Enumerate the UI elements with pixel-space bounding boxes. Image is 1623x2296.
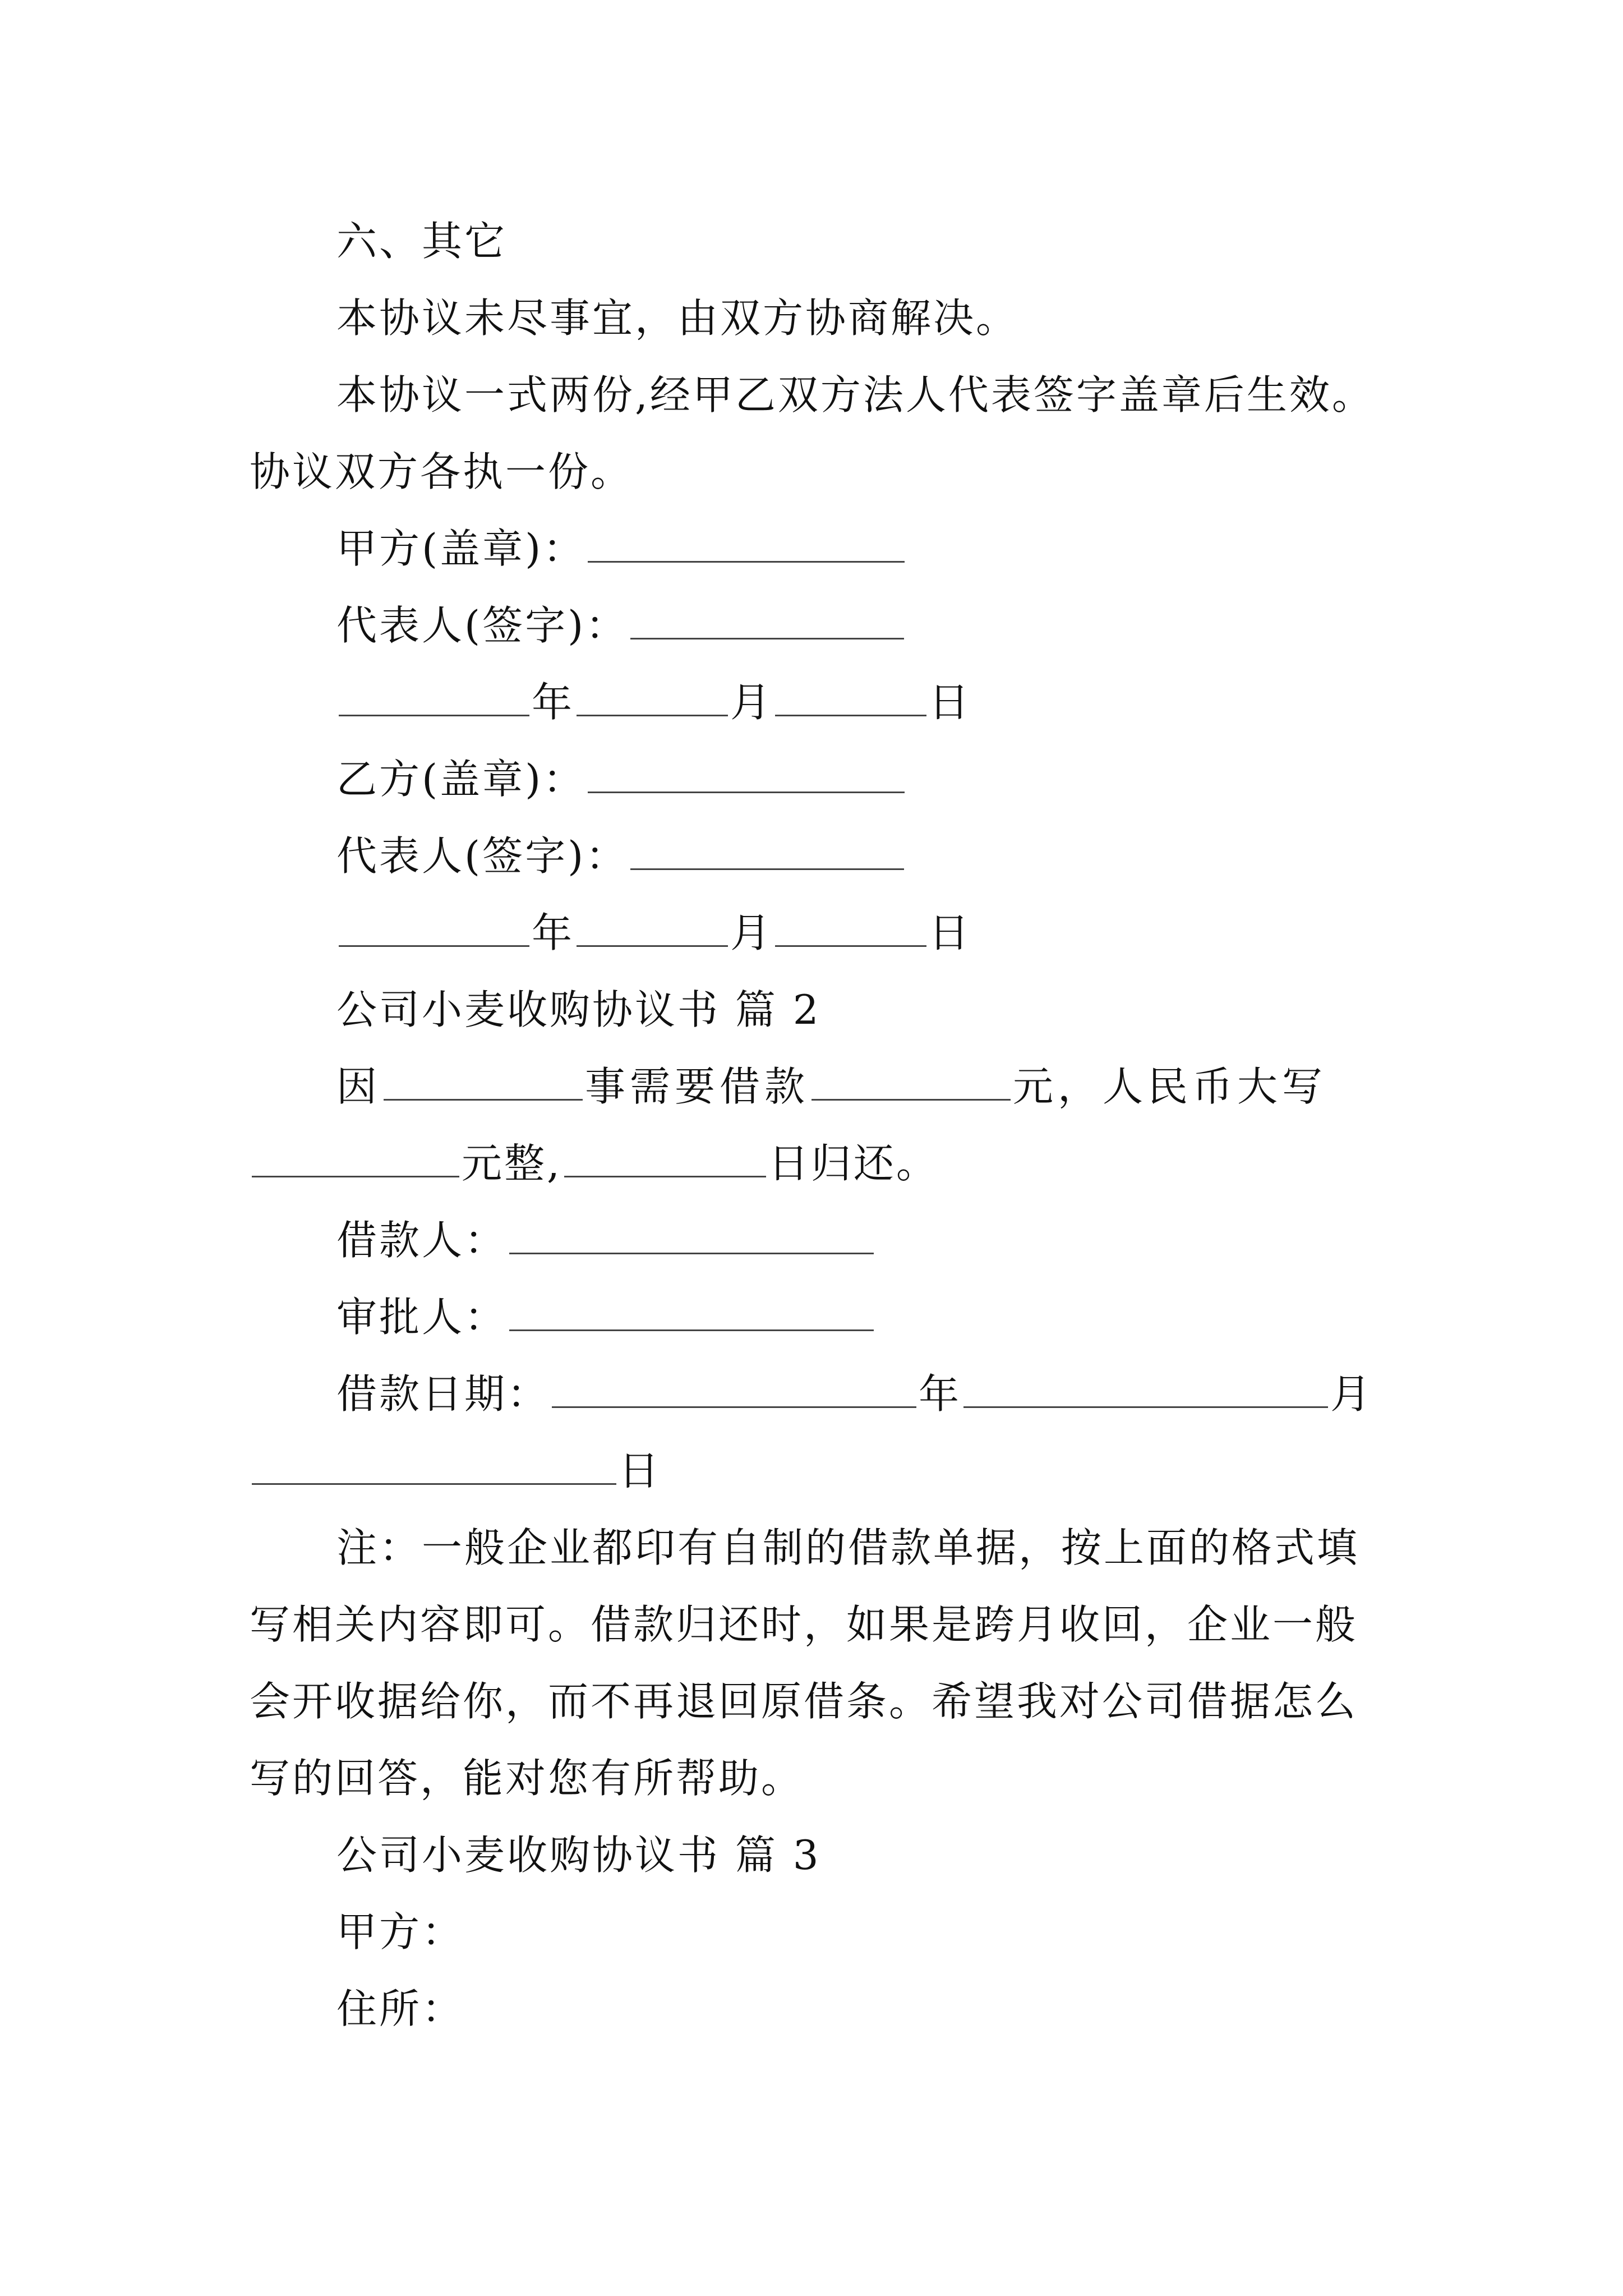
party-a-seal-blank [588, 526, 905, 563]
note-paragraph-line-4: 写的回答，能对您有所帮助。 [250, 1755, 804, 1802]
loan-date-line: 借款日期： 年 月 [336, 1370, 1373, 1418]
section-title-part-3: 公司小麦收购协议书 篇 3 [336, 1832, 821, 1879]
amount-in-words-blank [252, 1141, 459, 1177]
loan-month-blank [963, 1372, 1328, 1408]
borrower-line: 借款人： [336, 1209, 876, 1271]
loan-day-blank [252, 1448, 616, 1485]
return-date-blank [564, 1141, 766, 1177]
address-label: 住所： [336, 1985, 465, 2032]
year-blank [339, 680, 529, 716]
party-b-seal-blank [588, 757, 905, 793]
note-paragraph-line-3: 会开收据给你，而不再退回原借条。希望我对公司借据怎么 [250, 1678, 1358, 1725]
loan-year-blank [552, 1372, 916, 1408]
party-b-representative-line: 代表人(签字)： [336, 825, 906, 887]
party-a-representative-line: 代表人(签字)： [336, 595, 906, 656]
party-a-seal-line: 甲方(盖章)： [336, 518, 907, 579]
year-blank [339, 910, 529, 947]
party-b-seal-line: 乙方(盖章)： [336, 748, 907, 810]
month-blank [577, 910, 728, 947]
party-b-date-line: 年 月 日 [336, 902, 971, 964]
party-a-representative-blank [630, 603, 904, 639]
month-blank [577, 680, 728, 716]
loan-reason-blank [384, 1064, 583, 1101]
section-title-part-2: 公司小麦收购协议书 篇 2 [336, 986, 821, 1033]
party-b-representative-blank [630, 834, 904, 870]
paragraph-copies-effect: 本协议一式两份,经甲乙双方法人代表签字盖章后生效。 [336, 371, 1375, 418]
note-paragraph-line-2: 写相关内容即可。借款归还时，如果是跨月收回，企业一般 [250, 1601, 1358, 1648]
loan-reason-line: 因 事需要借款 元，人民币大写 [336, 1063, 1327, 1110]
approver-blank [509, 1295, 874, 1331]
day-blank [775, 910, 926, 947]
loan-amount-words-line: 元整, 日归还。 [250, 1133, 939, 1194]
party-a-date-line: 年 月 日 [336, 671, 971, 733]
paragraph-unresolved-matters: 本协议未尽事宜，由双方协商解决。 [336, 295, 1019, 342]
loan-amount-blank [811, 1064, 1011, 1101]
borrower-blank [509, 1218, 874, 1254]
paragraph-copies-held: 协议双方各执一份。 [250, 448, 634, 495]
approver-line: 审批人： [336, 1286, 876, 1348]
party-a-label: 甲方： [336, 1908, 465, 1955]
section-heading-other: 六、其它 [336, 218, 508, 265]
loan-day-line: 日 [250, 1440, 661, 1502]
note-paragraph-line-1: 注：一般企业都印有自制的借款单据，按上面的格式填 [336, 1524, 1360, 1571]
day-blank [775, 680, 926, 716]
